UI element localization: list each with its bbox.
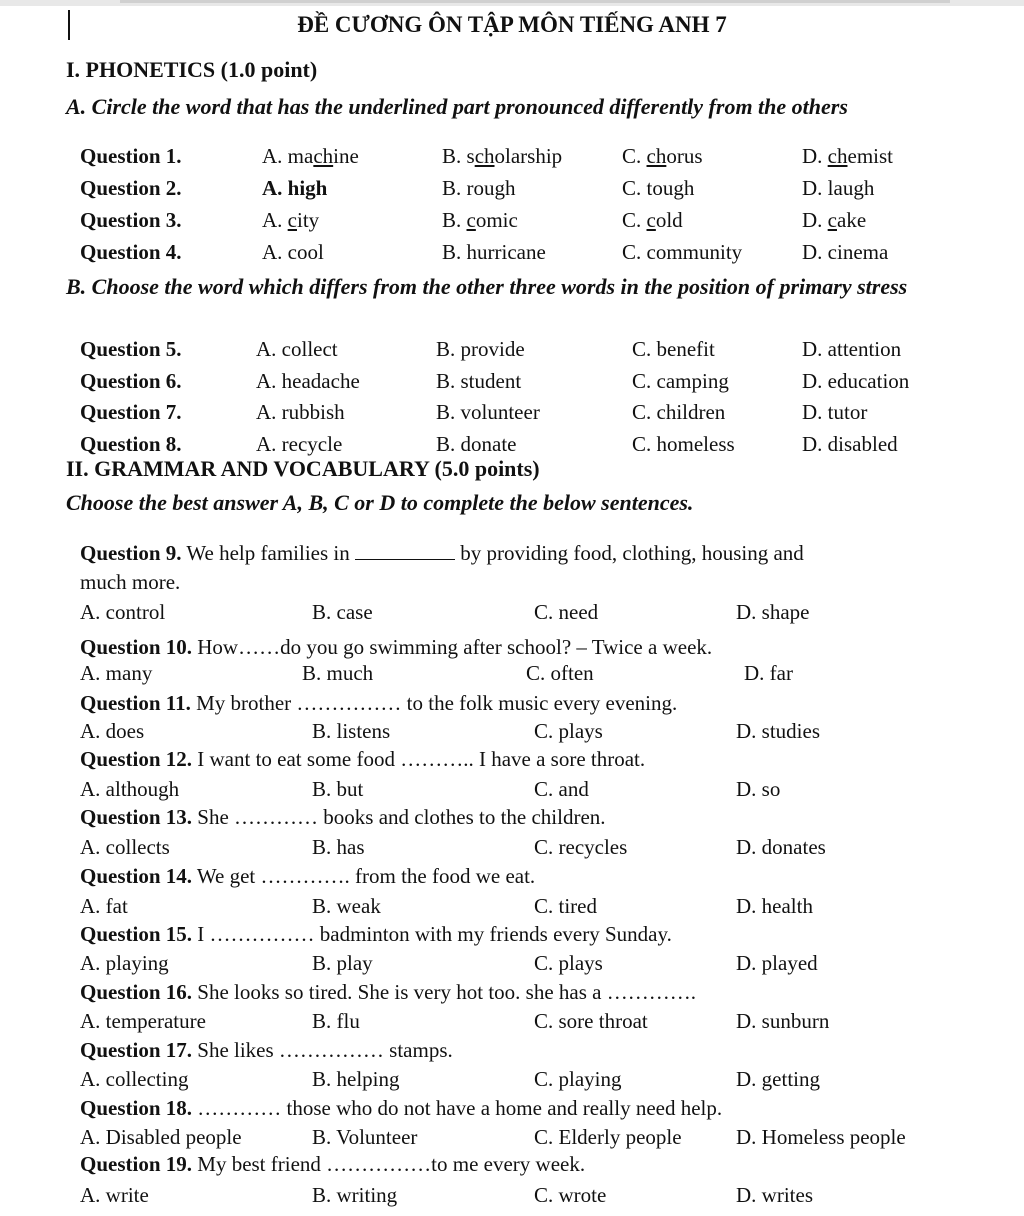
option-b: B. student — [436, 369, 522, 393]
question-label: Question 6. — [80, 369, 182, 393]
option-a: A. collects — [80, 835, 170, 859]
option-a: A. many — [80, 661, 153, 685]
option-c: C. wrote — [534, 1183, 607, 1207]
option-a: A. temperature — [80, 1009, 206, 1033]
option-c: C. playing — [534, 1067, 622, 1091]
option-d: D. writes — [736, 1183, 813, 1207]
options-row — [0, 600, 1024, 632]
question-label: Question 8. — [80, 432, 182, 456]
option-a: A. playing — [80, 951, 169, 975]
option-d: D. Homeless people — [736, 1125, 906, 1149]
part-a-instruction: A. Circle the word that has the underlined part pronounced differently from the others — [66, 94, 848, 119]
option-a: A. fat — [80, 894, 128, 918]
option-a: A. machine — [262, 144, 359, 168]
option-b: B. scholarship — [442, 144, 563, 168]
option-a: A. does — [80, 719, 145, 743]
option-d: D. getting — [736, 1067, 820, 1091]
option-d: D. cinema — [802, 240, 889, 264]
option-c: C. often — [526, 661, 594, 685]
option-c: C. need — [534, 600, 599, 624]
options-row — [0, 835, 1024, 867]
section-2-heading: II. GRAMMAR AND VOCABULARY (5.0 points) — [66, 456, 540, 481]
option-c: C. and — [534, 777, 589, 801]
option-c: C. plays — [534, 719, 603, 743]
option-a: A. although — [80, 777, 180, 801]
option-c: C. homeless — [632, 432, 735, 456]
document-title: ĐỀ CƯƠNG ÔN TẬP MÔN TIẾNG ANH 7 — [297, 12, 727, 37]
option-a: A. write — [80, 1183, 149, 1207]
option-d: D. far — [744, 661, 793, 685]
option-a: A. high — [262, 176, 328, 200]
option-d: D. education — [802, 369, 910, 393]
question-stem: Question 15. I …………… badminton with my friends every Sunday. — [80, 922, 672, 946]
question-row — [0, 369, 1024, 401]
question-label: Question 1. — [80, 144, 182, 168]
option-d: D. shape — [736, 600, 810, 624]
question-stem: Question 14. We get …………. from the food we eat. — [80, 864, 536, 888]
option-d: D. laugh — [802, 176, 875, 200]
option-c: C. recycles — [534, 835, 628, 859]
option-b: B. hurricane — [442, 240, 546, 264]
options-row — [0, 1183, 1024, 1215]
question-row — [0, 240, 1024, 272]
option-d: D. health — [736, 894, 813, 918]
options-row — [0, 661, 1024, 693]
question-stem: Question 17. She likes …………… stamps. — [80, 1038, 453, 1062]
question-stem: Question 10. How……do you go swimming after school? – Twice a week. — [80, 635, 713, 659]
option-a: A. headache — [256, 369, 360, 393]
options-row — [0, 1009, 1024, 1041]
question-stem-continued: much more. — [80, 570, 181, 594]
question-stem: Question 16. She looks so tired. She is very hot too. she has a …………. — [80, 980, 696, 1004]
option-a: A. Disabled people — [80, 1125, 242, 1149]
option-c: C. benefit — [632, 337, 715, 361]
option-a: A. cool — [262, 240, 324, 264]
option-b: B. much — [302, 661, 374, 685]
question-stem: Question 9. We help families in by providing food, clothing, housing and — [80, 541, 804, 565]
option-b: B. play — [312, 951, 373, 975]
option-b: B. provide — [436, 337, 525, 361]
option-c: C. children — [632, 400, 726, 424]
question-label: Question 4. — [80, 240, 182, 264]
option-a: A. city — [262, 208, 320, 232]
section-2-instruction: Choose the best answer A, B, C or D to complete the below sentences. — [66, 490, 694, 515]
question-row — [0, 176, 1024, 208]
option-b: B. rough — [442, 176, 516, 200]
option-b: B. weak — [312, 894, 381, 918]
option-d: D. chemist — [802, 144, 893, 168]
option-d: D. disabled — [802, 432, 898, 456]
question-stem: Question 13. She ………… books and clothes to the children. — [80, 805, 606, 829]
question-label: Question 5. — [80, 337, 182, 361]
option-c: C. chorus — [622, 144, 703, 168]
option-b: B. comic — [442, 208, 518, 232]
question-label: Question 7. — [80, 400, 182, 424]
question-label: Question 2. — [80, 176, 182, 200]
option-d: D. cake — [802, 208, 867, 232]
option-d: D. donates — [736, 835, 826, 859]
option-a: A. collect — [256, 337, 338, 361]
option-b: B. has — [312, 835, 365, 859]
option-c: C. tough — [622, 176, 695, 200]
question-stem: Question 12. I want to eat some food ……….. I have a sore throat. — [80, 747, 646, 771]
option-a: A. control — [80, 600, 166, 624]
question-row — [0, 208, 1024, 240]
question-stem: Question 18. ………… those who do not have a home and really need help. — [80, 1096, 723, 1120]
question-stem: Question 11. My brother …………… to the folk music every evening. — [80, 691, 678, 715]
option-c: C. camping — [632, 369, 729, 393]
option-a: A. collecting — [80, 1067, 189, 1091]
option-c: C. plays — [534, 951, 603, 975]
option-c: C. Elderly people — [534, 1125, 682, 1149]
option-b: B. donate — [436, 432, 517, 456]
question-label: Question 3. — [80, 208, 182, 232]
option-c: C. cold — [622, 208, 683, 232]
option-d: D. attention — [802, 337, 902, 361]
option-b: B. Volunteer — [312, 1125, 418, 1149]
option-b: B. case — [312, 600, 373, 624]
option-b: B. but — [312, 777, 364, 801]
option-d: D. so — [736, 777, 781, 801]
options-row — [0, 1067, 1024, 1099]
option-b: B. flu — [312, 1009, 360, 1033]
option-d: D. tutor — [802, 400, 868, 424]
ruler-strip — [120, 0, 950, 3]
option-d: D. played — [736, 951, 818, 975]
option-a: A. recycle — [256, 432, 343, 456]
option-b: B. helping — [312, 1067, 400, 1091]
option-b: B. writing — [312, 1183, 398, 1207]
part-b-instruction: B. Choose the word which differs from the other three words in the position of primary stress — [66, 274, 908, 299]
option-c: C. community — [622, 240, 743, 264]
option-d: D. studies — [736, 719, 820, 743]
question-stem: Question 19. My best friend ……………to me every week. — [80, 1152, 586, 1176]
option-c: C. sore throat — [534, 1009, 648, 1033]
option-b: B. volunteer — [436, 400, 540, 424]
question-row — [0, 337, 1024, 369]
option-c: C. tired — [534, 894, 597, 918]
question-row — [0, 400, 1024, 432]
options-row — [0, 951, 1024, 983]
section-1-heading: I. PHONETICS (1.0 point) — [66, 57, 318, 82]
question-row — [0, 144, 1024, 176]
option-b: B. listens — [312, 719, 391, 743]
option-d: D. sunburn — [736, 1009, 830, 1033]
option-a: A. rubbish — [256, 400, 345, 424]
window-top-bar — [0, 0, 1024, 6]
